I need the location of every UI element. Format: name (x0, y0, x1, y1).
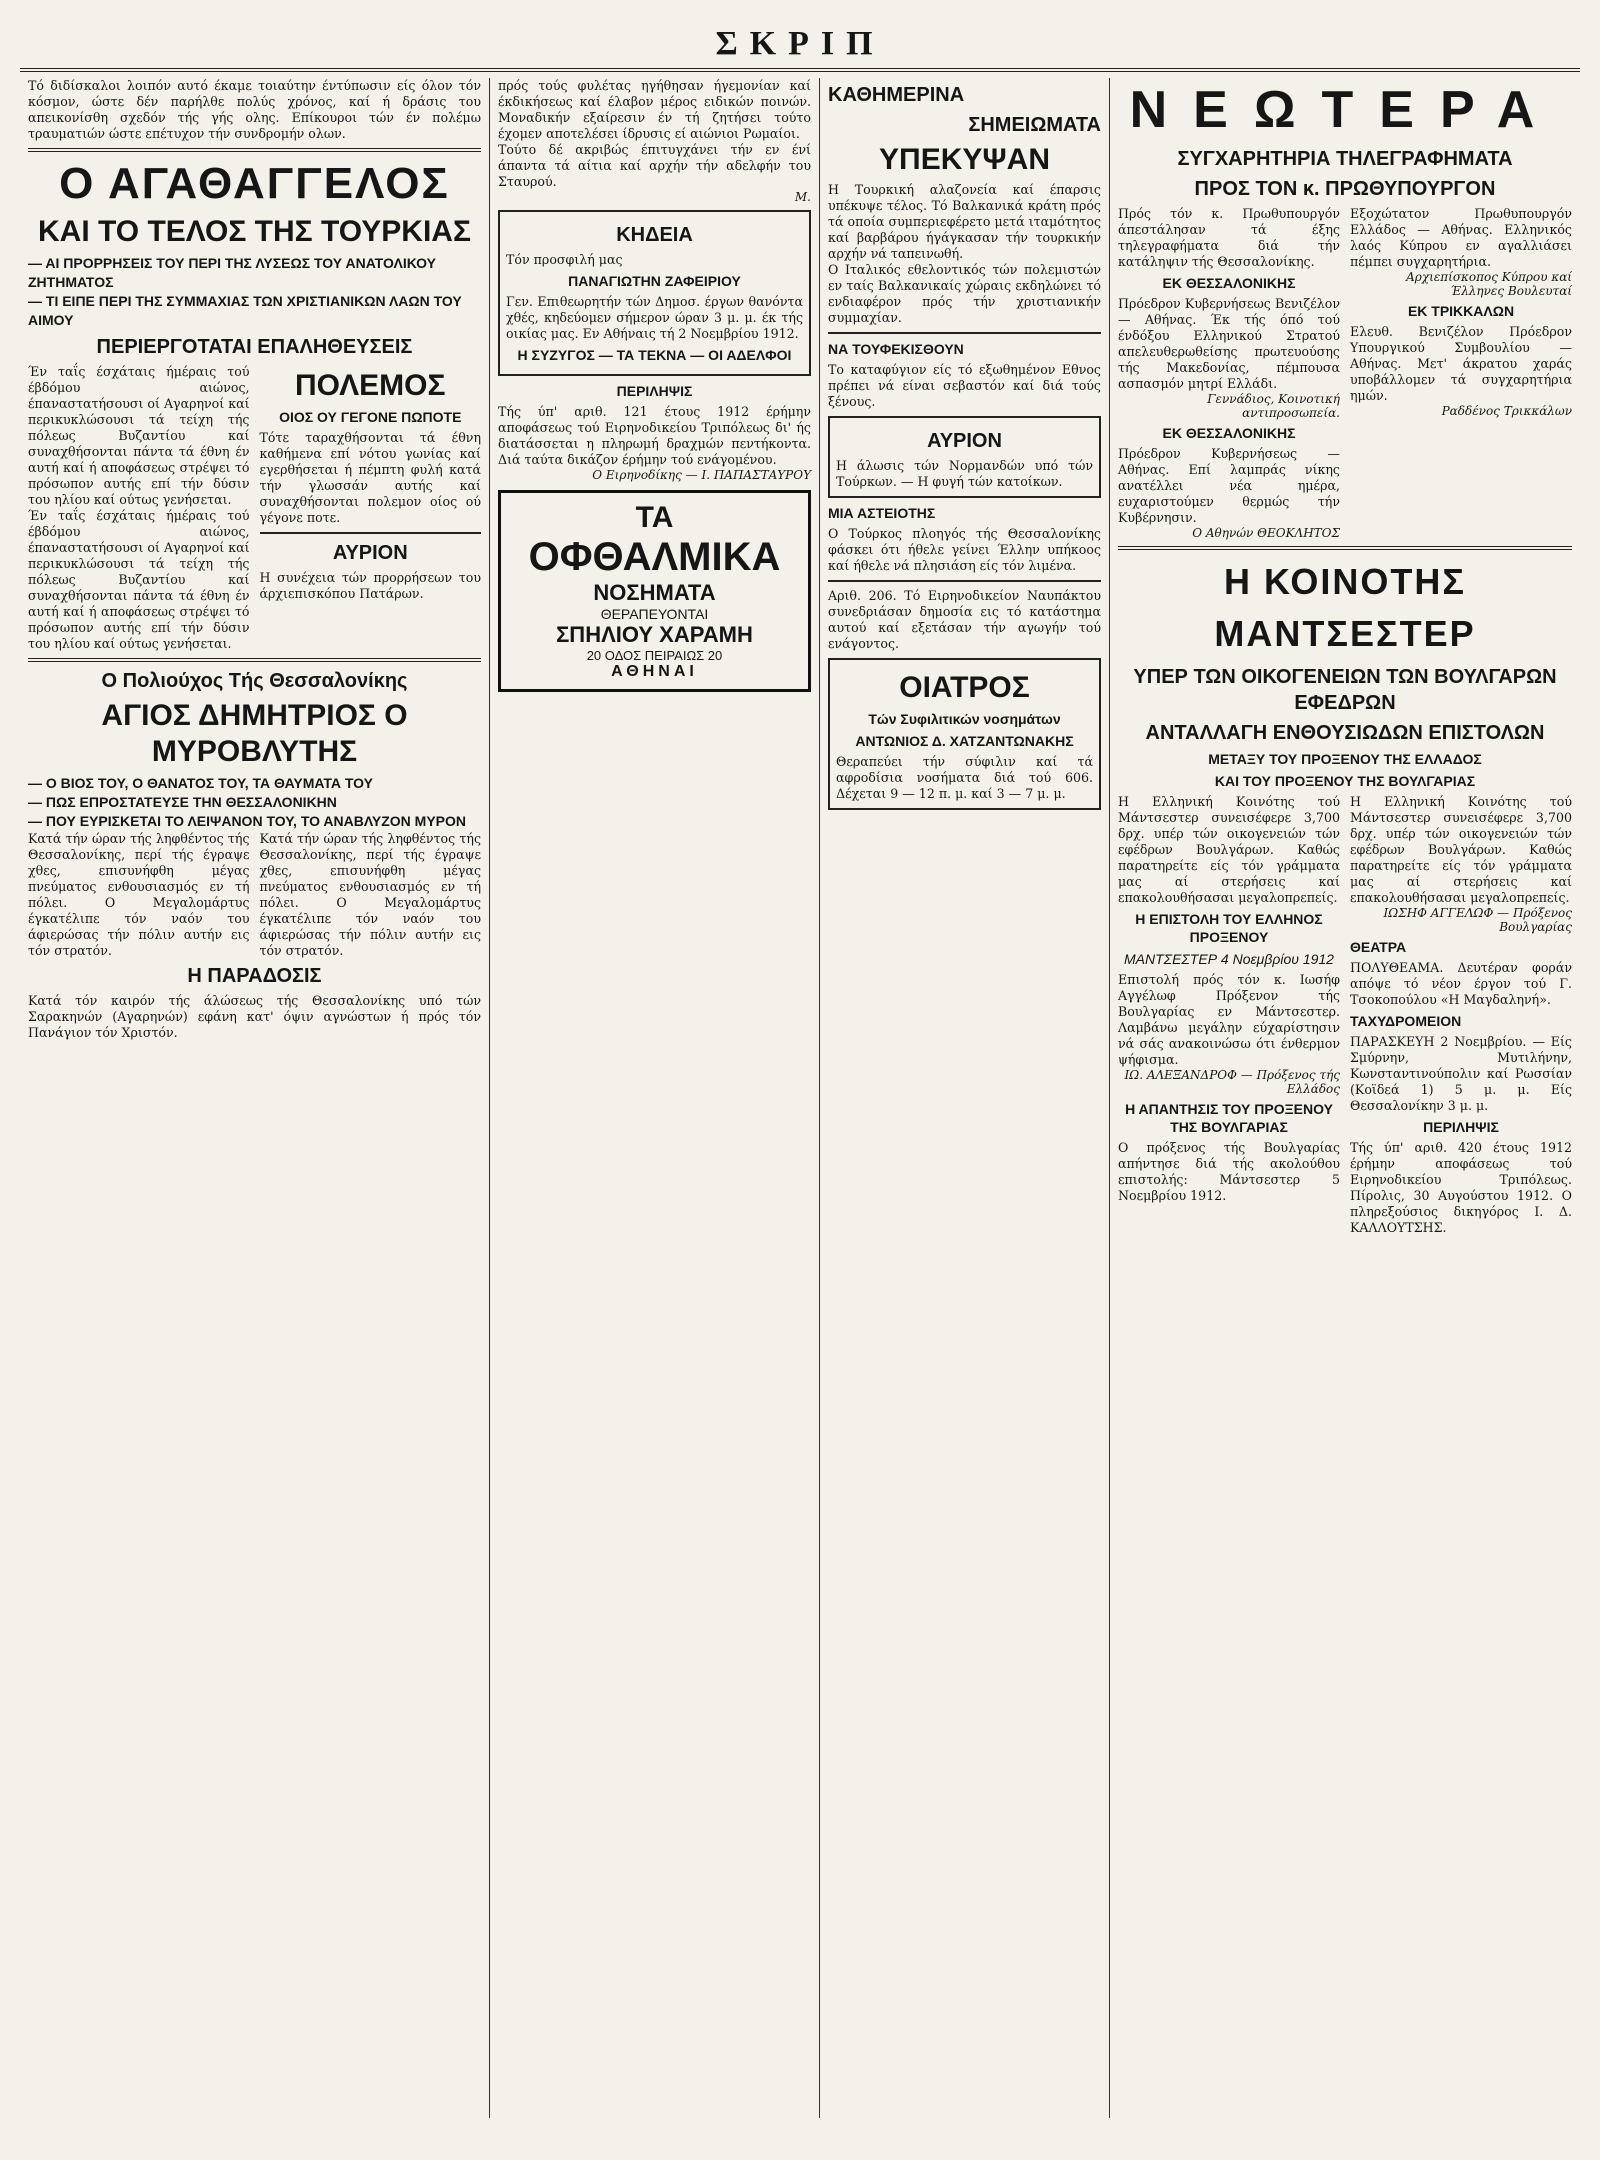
tomorrow-head: ΑΥΡΙΟΝ (332, 542, 408, 564)
tel2-signature: Ο Αθηνών ΘΕΟΚΛΗΤΟΣ (1192, 526, 1340, 540)
doctor-name: ΑΝΤΩΝΙΟΣ Δ. ΧΑΤΖΑΝΤΩΝΑΚΗΣ (855, 733, 1074, 749)
manchester-block (1118, 794, 1572, 1236)
agathangelos-text: Έν ταΐς έσχάταις ήμέραις τού έβδόμου αιώνος, έπαναστατήσουσι οί Αγαρηνοί καί περικυκλώσουσι τά τείχη τής πόλεως Βυζαντίου καί συναχθήσονται πάντα τά έθνη έν αυτή καί ή αποφάσεως στρέψει τό πρόσωπον αυτής επί τήν δύσιν του ηλίου καί ούτως γενήσεται. (28, 364, 250, 507)
divider (28, 148, 481, 152)
notice-head: ΠΕΡΙΛΗΨΙΣ (1423, 1119, 1499, 1135)
doctor-ad (828, 658, 1101, 810)
ophth-head-2: ΟΦΘΑΛΜΙΚΑ (528, 535, 781, 579)
dimitrios-title: ΑΓΙΟΣ ΔΗΜΗΤΡΙΟΣ Ο ΜΥΡΟΒΛΥΤΗΣ (101, 699, 408, 768)
tel1-text: Πρόεδρον Κυβερνήσεως Βενιζέλον — Αθήνας. Έκ τής όπό τού ένδόξου Ελληνικού Στρατού απελευθερωθείσης πρωτευούσης τής Μακεδονίας, πέμπουσα ασπασμόν μητρί Ελλάδι. (1118, 296, 1340, 391)
two-column-block (28, 364, 481, 652)
tel3-text: Εξοχώτατον Πρωθυπουργόν Ελλάδος — Αθήνας. Ελληνικός λαός Κύπρου εν αγαλλιάσει πέμπει συγχαρητήρια. (1350, 206, 1572, 269)
funeral-intro: Τόν προσφιλή μας (506, 252, 623, 267)
tomorrow-text: Η άλωσις τών Νορμανδών υπό τών Τούρκων. — Η φυγή τών κατοίκων. (836, 458, 1093, 489)
letter-signature: ΙΩ. ΑΛΕΞΑΝΔΡΟΦ — Πρόξενος τής Ελλάδος (1124, 1068, 1340, 1096)
agathangelos-title: Ο ΑΓΑΘΑΓΓΕΛΟΣ (59, 159, 450, 208)
ypekypsan-title: ΥΠΕΚΥΨΑΝ (879, 143, 1050, 176)
ophth-name: ΣΠΗΛΙΟΥ ΧΑΡΑΜΗ (556, 622, 753, 647)
mia-text: Ο Τούρκος πλοηγός τής Θεσσαλονίκης φάσκει ότι ήθελε γείνει Έλλην υπήκοος καί ήθελε νά πλησιάση είς τόν λιμένα. (828, 526, 1101, 573)
divider (260, 532, 482, 534)
notice-text: Τής ύπ' αριθ. 420 έτους 1912 έρήμην αποφάσεως τού Ειρηνοδικείου Τριπόλεως. Πίρολις, 30 Αυγούστου 1912. Ο πληρεξούσιος δικηγόρος Ι. Δ. ΚΑΛΛΟΥΤΣΗΣ. (1350, 1140, 1572, 1235)
column-4 (1110, 78, 1580, 2118)
rifle-text: Το καταφύγιον είς τό εξωθημένον Εθνος πρέπει νά είναι σεβαστόν καί διά τούς ξένους. (828, 362, 1101, 409)
tel4-signature: Ραδδένος Τρικκάλων (1441, 404, 1572, 418)
telegrams-block (1118, 206, 1572, 540)
dimitrios-text: Κατά τήν ώραν τής ληφθέντος τής Θεσσαλονίκης, περί τής έγραψε χθες, επισυνήφθη μέγας πνεύματος ενθουσιασμός εν τή πόλει. Ο Μεγαλομάρτυς έγκατέλιπε τόν ναόν του άφιερώσας τήν πόλιν αυτήν εις τόν στρατόν. (28, 831, 250, 958)
manchester-title: Η ΚΟΙΝΟΤΗΣ ΜΑΝΤΣΕΣΤΕΡ (1214, 561, 1476, 654)
telegrams-subtitle: ΣΥΓΧΑΡΗΤΗΡΙΑ ΤΗΛΕΓΡΑΦΗΜΑΤΑ (1177, 148, 1513, 170)
funeral-notice (498, 210, 811, 376)
ophthalmic-ad (498, 490, 811, 692)
bullet: — ΠΟΥ ΕΥΡΙΣΚΕΤΑΙ ΤΟ ΛΕΙΨΑΝΟΝ ΤΟΥ, ΤΟ ΑΝΑΒΛΥΖΟΝ ΜΥΡΟΝ (28, 813, 467, 829)
funeral-text: Γεν. Επιθεωρητήν τών Δημοσ. έργων θανόντα χθές, κηδεύομεν σήμερον ώραν 3 μ. μ. έκ τής οικίας μας. Εν Αθήναις τή 2 Νοεμβρίου 1912. (506, 294, 803, 341)
theatre-head: ΘΕΑΤΡΑ (1350, 939, 1407, 955)
mia-head: ΜΙΑ ΑΣΤΕΙΟΤΗΣ (828, 505, 936, 521)
dimitrios-kicker: Ο Πολιούχος Τής Θεσσαλονίκης (101, 670, 408, 692)
bullet: — ΑΙ ΠΡΟΡΡΗΣΕΙΣ ΤΟΥ ΠΕΡΙ ΤΗΣ ΛΥΣΕΩΣ ΤΟΥ ΑΝΑΤΟΛΙΚΟΥ ΖΗΤΗΜΑΤΟΣ (28, 255, 437, 290)
agathangelos-kicker: ΠΕΡΙΕΡΓΟΤΑΤΑΙ ΕΠΑΛΗΘΕΥΣΕΙΣ (96, 336, 413, 358)
notice-text: Τής ύπ' αριθ. 121 έτους 1912 έρήμην αποφάσεως τού Ειρηνοδικείου Τριπόλεως δι' ής διατάσσεται η πληρωμή δραχμών πεντήκοντα. Διά ταύτα δικάζον έρήμην τού ενάγομένου. (498, 404, 811, 467)
divider (828, 332, 1101, 334)
agathangelos-subtitle: ΚΑΙ ΤΟ ΤΕΛΟΣ ΤΗΣ ΤΟΥΡΚΙΑΣ (38, 215, 471, 248)
tomorrow-box (828, 416, 1101, 498)
column-2 (490, 78, 820, 2118)
doctor-text: Θεραπεύει τήν σύφιλιν καί τά αφροδίσια νοσήματα διά τού 606. Δέχεται 9 — 12 π. μ. καί 3 — 7 μ. μ. (836, 754, 1093, 801)
ophth-address: 20 ΟΔΟΣ ΠΕΙΡΑΙΩΣ 20 (586, 648, 723, 663)
telegrams-subtitle-2: ΠΡΟΣ ΤΟΝ κ. ΠΡΩΘΥΠΟΥΡΓΟΝ (1194, 178, 1496, 200)
manchester-subtitle: ΥΠΕΡ ΤΩΝ ΟΙΚΟΓΕΝΕΙΩΝ ΤΩΝ ΒΟΥΛΓΑΡΩΝ ΕΦΕΔΡΩΝ (1133, 666, 1557, 714)
doctor-sub: Τών Συφιλιτικών νοσημάτων (868, 711, 1061, 727)
manchester-kicker: ΑΝΤΑΛΛΑΓΗ ΕΝΘΟΥΣΙΩΔΩΝ ΕΠΙΣΤΟΛΩΝ (1145, 722, 1545, 744)
tel1-head: ΕΚ ΘΕΣΣΑΛΟΝΙΚΗΣ (1162, 275, 1296, 291)
manchester-and: ΚΑΙ ΤΟΥ ΠΡΟΞΕΝΟΥ ΤΗΣ ΒΟΥΛΓΑΡΙΑΣ (1214, 773, 1476, 789)
bullet: — Ο ΒΙΟΣ ΤΟΥ, Ο ΘΑΝΑΤΟΣ ΤΟΥ, ΤΑ ΘΑΥΜΑΤΑ ΤΟΥ (28, 775, 374, 791)
column-1 (20, 78, 490, 2118)
ophth-head-1: ΤΑ (635, 501, 674, 534)
doctor-head: ΟΙΑΤΡΟΣ (899, 671, 1030, 704)
two-column-block (28, 831, 481, 959)
funeral-name: ΠΑΝΑΓΙΩΤΗΝ ΖΑΦΕΙΡΙΟΥ (568, 273, 741, 289)
intro-text: Τό διδίσκαλοι λοιπόν αυτό έκαμε τοιαύτην έντύπωσιν είς όλον τόν κόσμον, ώστε δέν παρήλθε πολύς χρόνος, καί ή δράσις του απεικονίσθη σχεδόν τής γής ολης. Επίκουροι τών έν πολέμω τραυματιών ώστε επέτυχον τήν συνδρομήν ολων. (28, 78, 481, 141)
war-subtitle: ΟΙΟΣ ΟΥ ΓΕΓΟΝΕ ΠΩΠΟΤΕ (279, 409, 462, 425)
tradition-head: Η ΠΑΡΑΔΟΣΙΣ (187, 965, 322, 987)
tel3-signature: Αρχιεπίσκοπος Κύπρου καί Έλληνες Βουλευταί (1406, 270, 1572, 298)
letter-date: ΜΑΝΤΣΕΣΤΕΡ 4 Νοεμβρίου 1912 (1124, 951, 1334, 967)
post-text: ΠΑΡΑΣΚΕΥΗ 2 Νοεμβρίου. — Είς Σμύρνην, Μυτιλήνην, Κωνσταντινούπολιν καί Ρωσσίαν (Κοϊδεά 1) 5 μ. μ. Είς Θεσσαλονίκην 3 μ. μ. (1350, 1034, 1572, 1113)
bullet: — ΠΩΣ ΕΠΡΟΣΤΑΤΕΥΣΕ ΤΗΝ ΘΕΣΣΑΛΟΝΙΚΗΝ (28, 794, 337, 810)
theatre-text: ΠΟΛΥΘΕΑΜΑ. Δευτέραν φοράν απόψε τό νέον έργον τού Γ. Τσοκοπούλου «Η Μαγδαληνή». (1350, 960, 1572, 1007)
tel4-head: ΕΚ ΤΡΙΚΚΑΛΩΝ (1407, 303, 1515, 319)
agathangelos-bullets (28, 254, 481, 330)
rifle-head: ΝΑ ΤΟΥΦΕΚΙΣΘΟΥΝ (828, 341, 964, 357)
ypekypsan-text: Η Τουρκική αλαζονεία καί έπαρσις υπέκυψε τέλος. Τό Βαλκανικά κράτη πρός τά οποία συμπεριεφέρετο μετά ιταμότητος καί βαρβάρου ήγάγκασαν τήν τουρκικήν αρχήν νά ταπεινωθή. (828, 182, 1101, 261)
col2-text-1: πρός τούς φυλέτας ηγήθησαν ήγεμονίαν καί έκδικήσεως καί έλαβον μέρος ειδικών ποινών. Μοναδικήν εξαίρεσιν έν τή ζητήσει τούτο έχομεν αποτελέσει ίδρυσις εί αιώνιοι Ρωμαίοι. (498, 78, 811, 141)
war-title: ΠΟΛΕΜΟΣ (294, 369, 446, 402)
brand-kathimerina: ΚΑΘΗΜΕΡΙΝΑ (828, 84, 965, 106)
newspaper-page (20, 20, 1580, 2120)
agathangelos-text-cont: Έν ταΐς έσχάταις ήμέραις τού έβδόμου αιώνος, έπαναστατήσουσι οί Αγαρηνοί καί περικυκλώσουσι τά τείχη τής πόλεως Βυζαντίου καί συναχθήσονται πάντα τά έθνη έν αυτή καί ή αποφάσεως στρέψει τό πρόσωπον αυτής επί τήν δύσιν του ηλίου καί ούτως γενήσεται. (28, 508, 250, 651)
dimitrios-text-cont: Κατά τήν ώραν τής ληφθέντος τής Θεσσαλονίκης, περί τής έγραψε χθες, επισυνήφθη μέγας πνεύματος ενθουσιασμός εν τή πόλει. Ο Μεγαλομάρτυς έγκατέλιπε τόν ναόν του άφιερώσας τήν πόλιν αυτήν εις τόν στρατόν. (259, 831, 481, 958)
letter-text: Επιστολή πρός τόν κ. Ιωσήφ Αγγέλωφ Πρόξενον τής Βουλγαρίας εν Μάντσεστερ. Λαμβάνω μεγάλην εύχαρίστησιν νά σάς ανακοινώσω ότι ένθερμον ψήφισμα. (1118, 972, 1340, 1067)
dimitrios-bullets (28, 774, 481, 831)
manchester-between: ΜΕΤΑΞΥ ΤΟΥ ΠΡΟΞΕΝΟΥ ΤΗΣ ΕΛΛΑΔΟΣ (1208, 751, 1482, 767)
letter-head: Η ΕΠΙΣΤΟΛΗ ΤΟΥ ΕΛΛΗΝΟΣ ΠΡΟΞΕΝΟΥ (1135, 911, 1323, 945)
manchester-text-cont: Η Ελληνική Κοινότης τού Μάντσεστερ συνεισέφερε 3,700 δρχ. υπέρ τών οικογενειών τών εφέδρων Βουλγάρων. Καθώς παρατηρείτε είς τόν γράμματα μας αί στερήσεις καί επακολουθήσασαι μεγαλοπρεπείς. (1350, 794, 1572, 905)
manchester-text: Η Ελληνική Κοινότης τού Μάντσεστερ συνεισέφερε 3,700 δρχ. υπέρ τών οικογενειών τών εφέδρων Βουλγάρων. Καθώς παρατηρείτε είς τόν γράμματα μας αί στερήσεις καί επακολουθήσασαι μεγαλοπρεπείς. (1118, 794, 1340, 905)
tel2-head: ΕΚ ΘΕΣΣΑΛΟΝΙΚΗΣ (1162, 425, 1296, 441)
tel2-text: Πρόεδρον Κυβερνήσεως — Αθήνας. Επί λαμπράς νίκης ανατέλλει νέα ημέρα, ευχαριστούμεν θερμώς τήν Κυβέρνησιν. (1118, 446, 1340, 525)
col2-text-2: Τούτο δέ ακριβώς έπιτυγχάνει τήν εν ένί άπαντα τά αίτια καί αρχήν τήν αδελφήν του Σταυρού. (498, 142, 811, 189)
masthead: ΣΚΡΙΠ (20, 20, 1580, 72)
divider (828, 580, 1101, 582)
signature: Μ. (794, 190, 811, 204)
tradition-text: Κατά τόν καιρόν τής άλώσεως τής Θεσσαλονίκης υπό τών Σαρακηνών (Αγαρηνών) εφάνη κατ' όψιν αγνώστων ή πρός τόν Πανάγιον τόν Χριστόν. (28, 993, 481, 1040)
tel-intro: Πρός τόν κ. Πρωθυπουργόν άπεστάλησαν τά έξης τηλεγραφήματα διά τήν κατάληψιν τής Θεσσαλονίκης. (1118, 206, 1340, 269)
bullet: — ΤΙ ΕΙΠΕ ΠΕΡΙ ΤΗΣ ΣΥΜΜΑΧΙΑΣ ΤΩΝ ΧΡΙΣΤΙΑΝΙΚΩΝ ΛΑΩΝ ΤΟΥ ΑΙΜΟΥ (28, 293, 462, 328)
divider (28, 658, 481, 662)
reply-head: Η ΑΠΑΝΤΗΣΙΣ ΤΟΥ ΠΡΟΞΕΝΟΥ ΤΗΣ ΒΟΥΛΓΑΡΙΑΣ (1125, 1101, 1333, 1135)
brand-simeiomata: ΣΗΜΕΙΩΜΑΤΑ (968, 114, 1101, 136)
ophth-city: ΑΘΗΝΑΙ (611, 663, 698, 680)
funeral-family: Η ΣΥΖΥΓΟΣ — ΤΑ ΤΕΚΝΑ — ΟΙ ΑΔΕΛΦΟΙ (517, 347, 792, 363)
reply-signature: ΙΩΣΗΦ ΑΓΓΕΛΩΦ — Πρόξενος Βουλγαρίας (1383, 906, 1572, 934)
column-3 (820, 78, 1110, 2118)
divider (1118, 546, 1572, 550)
columns (20, 78, 1580, 2118)
notice-signature: Ο Ειρηνοδίκης — Ι. ΠΑΠΑΣΤΑΥΡΟΥ (592, 468, 811, 482)
tel1-signature: Γεννάδιος, Κοινοτική αντιπροσωπεία. (1207, 392, 1340, 420)
reply-text: Ο πρόξενος τής Βουλγαρίας απήντησε διά τής ακολούθου επιστολής: Μάντσεστερ 5 Νοεμβρίου 1912. (1118, 1140, 1340, 1203)
ypekypsan-text-2: Ο Ιταλικός εθελοντικός τών πολεμιστών εν ταίς Βαλκανικαίς χώραις εκδηλώνει τό ενδιαφέρον πρός τήν χριστιανικήν συμμαχίαν. (828, 262, 1101, 325)
funeral-head: ΚΗΔΕΙΑ (616, 224, 693, 246)
tel4-text: Ελευθ. Βενιζέλον Πρόεδρον Υπουργικού Συμβουλίου — Αθήνας. Μετ' άκρατου χαράς υποβάλλομεν τά συγχαρητήρια ημών. (1350, 324, 1572, 403)
ophth-head-3: ΝΟΣΗΜΑΤΑ (593, 580, 716, 605)
notice-head: ΠΕΡΙΛΗΨΙΣ (616, 383, 693, 399)
tomorrow-text: Η συνέχεια τών προρρήσεων του άρχιεπισκόπου Πατάρων. (259, 570, 481, 601)
ophth-sub: ΘΕΡΑΠΕΥΟΝΤΑΙ (600, 606, 709, 622)
notice-text: Αριθ. 206. Τό Ειρηνοδικείον Ναυπάκτου συνεδριάσαν δημοσία εις τό κατάστημα αυτού καί εξετάσαν τήν αγωγήν τού ενάγοντος. (828, 588, 1101, 651)
neotera-title: ΝΕΩΤΕΡΑ (1129, 81, 1561, 139)
tomorrow-head: ΑΥΡΙΟΝ (927, 430, 1002, 452)
post-head: ΤΑΧΥΔΡΟΜΕΙΟΝ (1350, 1013, 1462, 1029)
war-text: Τότε ταραχθήσονται τά έθνη καθήμενα επί νότου γωνίας καί εγερθήσεται ή πέμπτη φυλή κατά τήν γλωσσάν αυτής καί συναχθήσονται πολεμον οίος ού γέγονε ποτε. (259, 430, 481, 525)
